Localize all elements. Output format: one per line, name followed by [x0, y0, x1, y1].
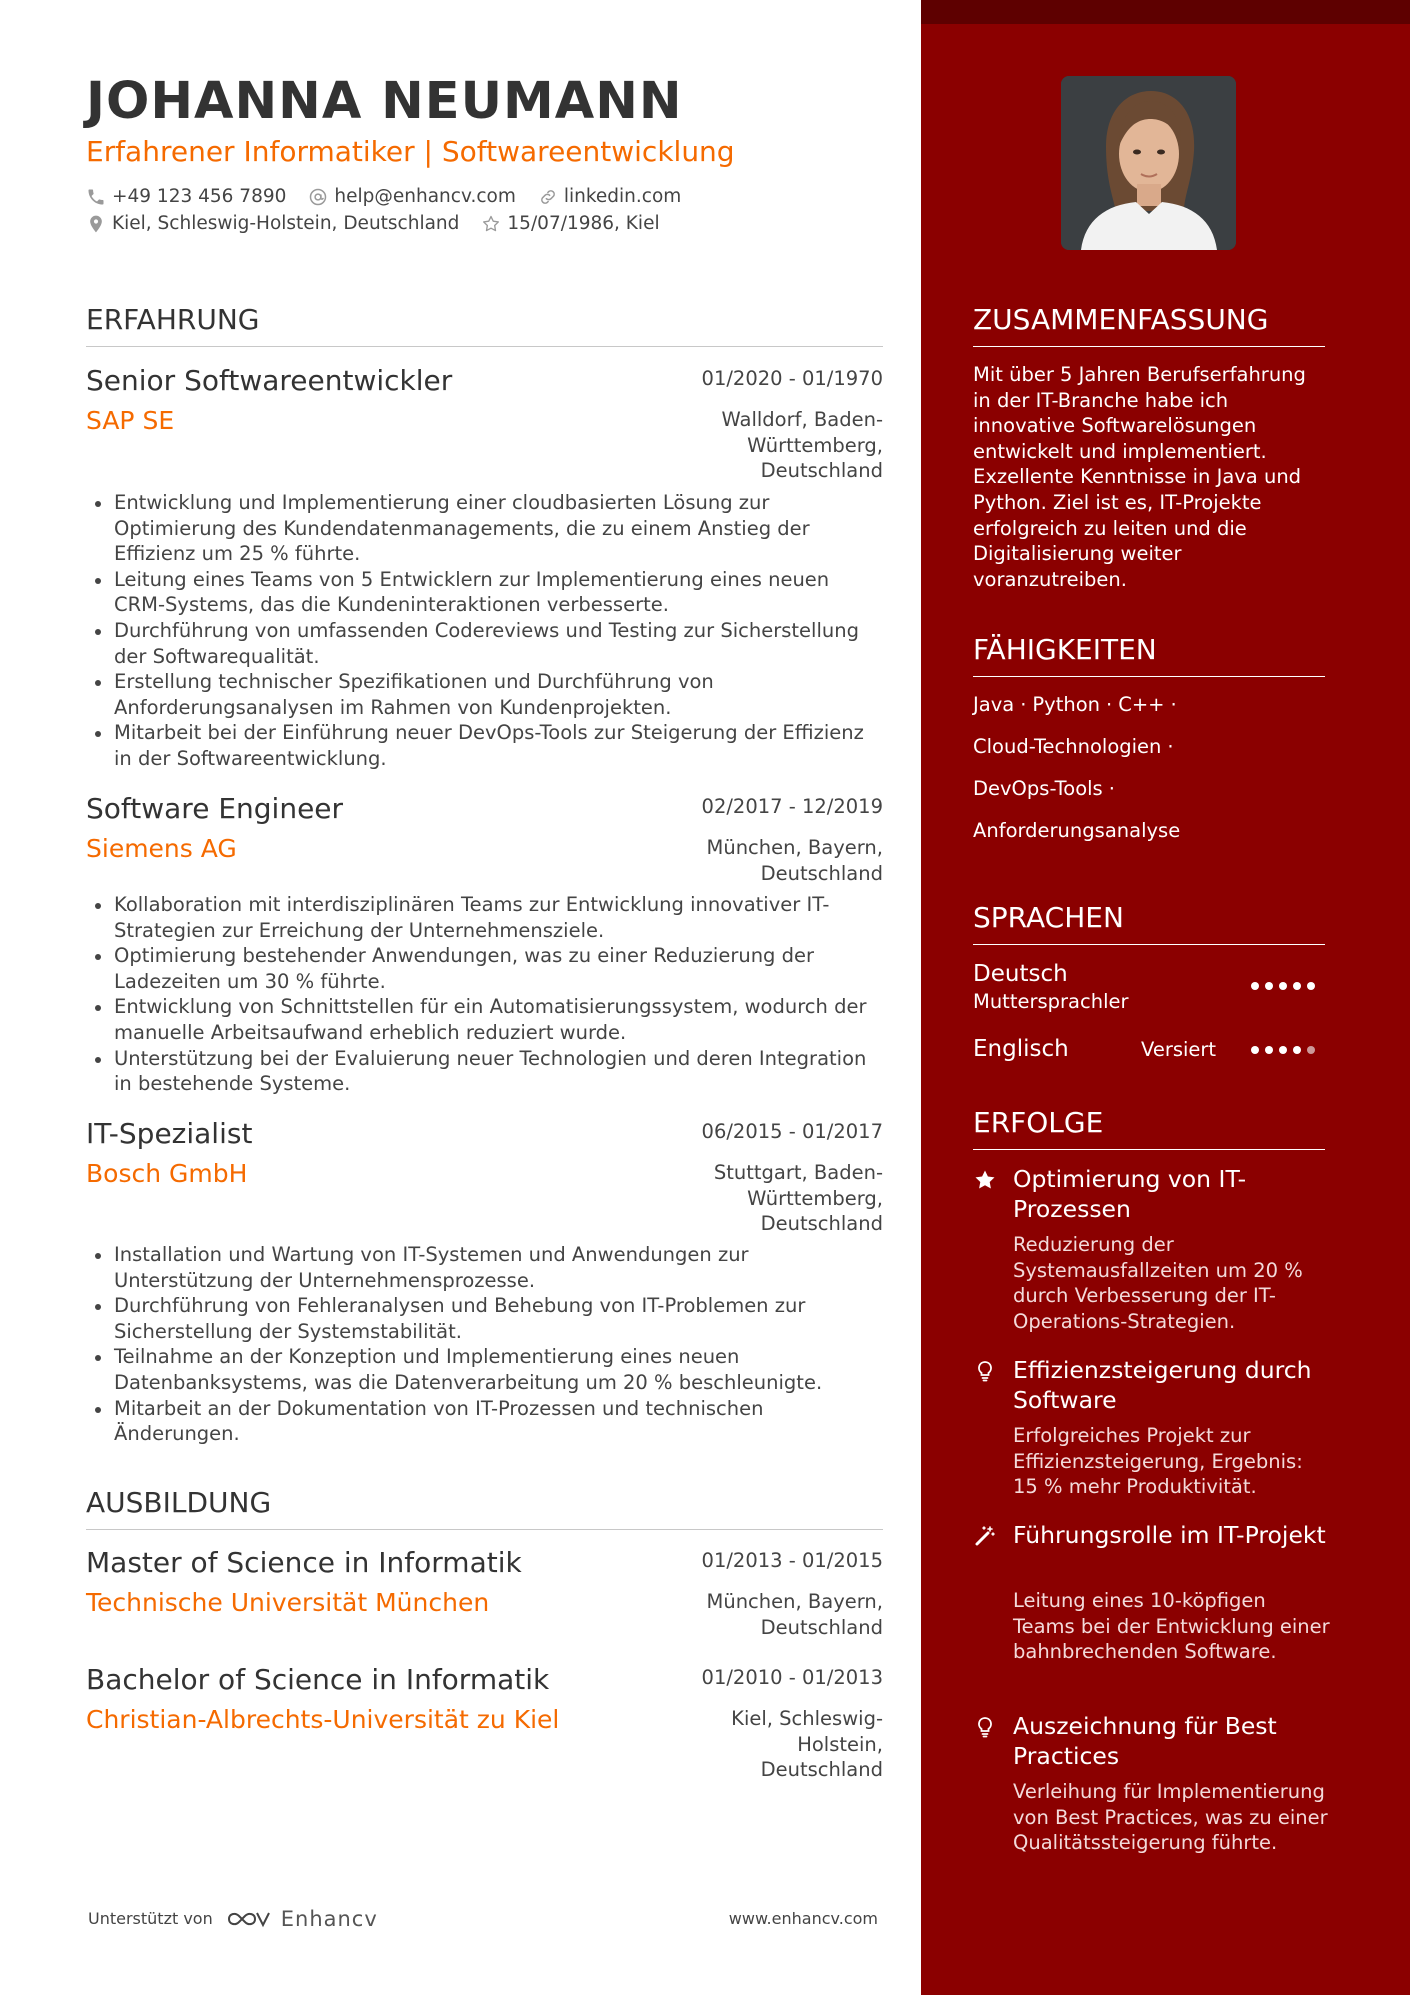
powered-by — [88, 1907, 378, 1931]
summary-heading: ZUSAMMENFASSUNG — [973, 300, 1325, 347]
rating-dot — [1307, 982, 1315, 990]
rating-dot — [1293, 1046, 1301, 1054]
language-name: Englisch — [973, 1036, 1069, 1062]
rating-dot — [1293, 982, 1301, 990]
summary-text: Mit über 5 Jahren Berufserfahrung in der IT-Branche habe ich innovative Softwarelösungen entwickelt und implementiert. Exzellente Kenntnisse in Java und Python. Ziel ist es, IT-Projekte erfolgreich zu leiten und die Digitalisierung weiter voranzutreiben. — [973, 363, 1306, 591]
job-bullets — [86, 1242, 883, 1447]
language-level: Versiert — [1141, 1038, 1217, 1061]
rating-dot — [1251, 982, 1259, 990]
achievement-desc: Erfolgreiches Projekt zur Effizienzsteigerung, Ergebnis: 15 % mehr Produktivität. — [1013, 1424, 1303, 1499]
job-bullets — [86, 892, 883, 1097]
job-company: Bosch GmbH — [86, 1159, 248, 1188]
education-date: 01/2010 - 01/2013 — [701, 1666, 883, 1689]
rating-dot — [1279, 1046, 1287, 1054]
bullet: Leitung eines Teams von 5 Entwicklern zur Implementierung eines neuen CRM-Systems, das die Kundeninteraktionen verbesserte. — [86, 567, 883, 618]
bullet: Optimierung bestehender Anwendungen, was zu einer Reduzierung der Ladezeiten um 30 % führte. — [86, 943, 883, 994]
bullet: Entwicklung von Schnittstellen für ein Automatisierungssystem, wodurch der manuelle Arbeitsaufwand erheblich reduziert wurde. — [86, 994, 883, 1045]
language-rating — [1251, 1046, 1315, 1054]
sidebar-top-band — [921, 0, 1410, 24]
birth-text: 15/07/1986, Kiel — [507, 213, 660, 234]
skills-heading: FÄHIGKEITEN — [973, 630, 1325, 677]
bullet: Durchführung von umfassenden Codereviews und Testing zur Sicherstellung der Softwarequalität. — [86, 618, 883, 669]
at-icon — [308, 187, 328, 207]
bullet: Entwicklung und Implementierung einer cloudbasierten Lösung zur Optimierung des Kundendatenmanagements, die zu einem Anstieg der Effizienz um 25 % führte. — [86, 490, 883, 567]
skill-item: DevOps-Tools — [973, 777, 1103, 800]
job-date: 02/2017 - 12/2019 — [701, 795, 883, 818]
phone-icon — [86, 187, 106, 207]
job-location: Walldorf, Baden-Württemberg, Deutschland — [721, 408, 883, 483]
website-link[interactable]: www.enhancv.com — [728, 1909, 878, 1928]
bullet: Mitarbeit an der Dokumentation von IT-Prozessen und technischen Änderungen. — [86, 1396, 883, 1447]
birth — [481, 211, 659, 237]
link-icon — [538, 187, 558, 207]
magic-wand-icon — [973, 1524, 997, 1548]
language-level: Muttersprachler — [973, 990, 1129, 1013]
enhancv-logo-icon — [225, 1907, 273, 1931]
achievement-title: Auszeichnung für Best Practices — [1013, 1712, 1277, 1770]
skill-item: Cloud-Technologien — [973, 735, 1162, 758]
sidebar — [921, 0, 1410, 1995]
achievement-desc: Leitung eines 10-köpfigen Teams bei der Entwicklung einer bahnbrechenden Software. — [1013, 1589, 1330, 1664]
lightbulb-icon — [973, 1359, 997, 1383]
rating-dot — [1265, 1046, 1273, 1054]
job-date: 06/2015 - 01/2017 — [701, 1120, 883, 1143]
headline: Erfahrener Informatiker | Softwareentwicklung — [86, 135, 735, 168]
experience-heading: ERFAHRUNG — [86, 300, 883, 347]
star-icon — [973, 1168, 997, 1192]
education-location: Kiel, Schleswig-Holstein, Deutschland — [731, 1707, 883, 1782]
bullet: Durchführung von Fehleranalysen und Behebung von IT-Problemen zur Sicherstellung der Systemstabilität. — [86, 1293, 883, 1344]
portrait-image — [1061, 76, 1236, 250]
achievement-desc: Reduzierung der Systemausfallzeiten um 20 % durch Verbesserung der IT-Operations-Strategien. — [1013, 1233, 1303, 1333]
languages-heading: SPRACHEN — [973, 898, 1325, 945]
achievement-title: Führungsrolle im IT-Projekt — [1013, 1521, 1326, 1549]
email-text: help@enhancv.com — [334, 186, 516, 207]
achievement-desc: Verleihung für Implementierung von Best Practices, was zu einer Qualitätssteigerung führte. — [1013, 1780, 1328, 1855]
rating-dot — [1265, 982, 1273, 990]
job-title: Software Engineer — [86, 792, 344, 825]
achievements-heading: ERFOLGE — [973, 1103, 1325, 1150]
linkedin-text: linkedin.com — [563, 186, 682, 207]
contact-row-2 — [86, 211, 682, 237]
bullet: Erstellung technischer Spezifikationen und Durchführung von Anforderungsanalysen im Rahmen von Kundenprojekten. — [86, 669, 883, 720]
job-location: München, Bayern, Deutschland — [706, 836, 883, 885]
rating-dot — [1307, 1046, 1315, 1054]
job-title: IT-Spezialist — [86, 1117, 253, 1150]
bullet: Teilnahme an der Konzeption und Implementierung eines neuen Datenbanksystems, was die Datenverarbeitung um 20 % beschleunigte. — [86, 1344, 883, 1395]
job-location: Stuttgart, Baden-Württemberg, Deutschland — [713, 1161, 883, 1236]
skill-item: Java — [973, 693, 1015, 716]
skill-item: C++ — [1118, 693, 1165, 716]
location-text: Kiel, Schleswig-Holstein, Deutschland — [112, 213, 460, 234]
rating-dot — [1251, 1046, 1259, 1054]
achievement-title: Optimierung von IT-Prozessen — [1013, 1165, 1247, 1223]
language-name: Deutsch — [973, 961, 1068, 987]
bullet: Installation und Wartung von IT-Systemen und Anwendungen zur Unterstützung der Unternehmensprozesse. — [86, 1242, 883, 1293]
school: Christian-Albrechts-Universität zu Kiel — [86, 1705, 560, 1734]
email[interactable] — [308, 184, 515, 210]
contact-row-1 — [86, 184, 703, 210]
bullet: Unterstützung bei der Evaluierung neuer Technologien und deren Integration in bestehende Systeme. — [86, 1046, 883, 1097]
linkedin[interactable] — [538, 184, 681, 210]
job-title: Senior Softwareentwickler — [86, 364, 453, 397]
rating-dot — [1279, 982, 1287, 990]
degree: Bachelor of Science in Informatik — [86, 1663, 550, 1696]
job-company: SAP SE — [86, 406, 175, 435]
supported-by-text: Unterstützt von — [88, 1909, 213, 1928]
phone-text: +49 123 456 7890 — [112, 186, 287, 207]
candidate-name: JOHANNA NEUMANN — [86, 72, 683, 131]
bullet: Mitarbeit bei der Einführung neuer DevOps-Tools zur Steigerung der Effizienz in der Softwareentwicklung. — [86, 720, 883, 771]
language-rating — [1251, 982, 1315, 990]
degree: Master of Science in Informatik — [86, 1546, 522, 1579]
skill-row — [973, 817, 1180, 845]
profile-photo — [1061, 76, 1236, 250]
skill-item: Anforderungsanalyse — [973, 819, 1181, 842]
phone — [86, 184, 286, 210]
job-date: 01/2020 - 01/1970 — [701, 367, 883, 390]
brand-name: Enhancv — [280, 1907, 378, 1931]
bullet: Kollaboration mit interdisziplinären Teams zur Entwicklung innovativer IT-Strategien zur Erreichung der Unternehmensziele. — [86, 892, 883, 943]
skill-row: Cloud-Technologien · — [973, 735, 1174, 758]
lightbulb-icon — [973, 1715, 997, 1739]
skill-item: Python — [1032, 693, 1100, 716]
education-heading: AUSBILDUNG — [86, 1483, 883, 1530]
job-company: Siemens AG — [86, 834, 237, 863]
skill-row: Java · Python · C++ · — [973, 693, 1177, 716]
location-pin-icon — [86, 214, 106, 234]
skill-row: DevOps-Tools · — [973, 777, 1115, 800]
achievement-title: Effizienzsteigerung durch Software — [1013, 1356, 1312, 1414]
education-location: München, Bayern, Deutschland — [706, 1590, 883, 1639]
location — [86, 211, 459, 237]
job-bullets — [86, 490, 883, 772]
star-outline-icon — [481, 214, 501, 234]
education-date: 01/2013 - 01/2015 — [701, 1549, 883, 1572]
school: Technische Universität München — [86, 1588, 490, 1617]
